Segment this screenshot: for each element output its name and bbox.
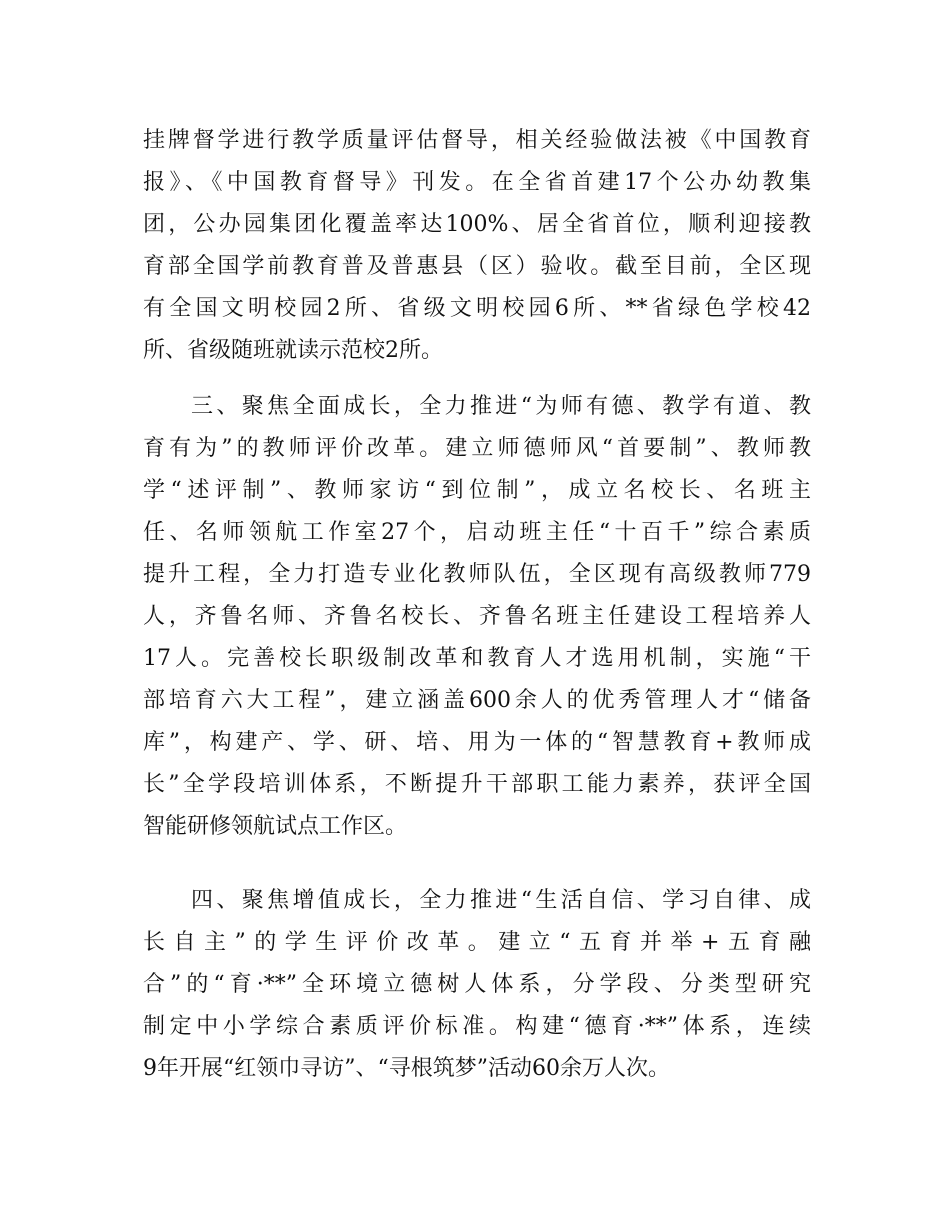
paragraph-2-line-9: 库”，构建产、学、研、培、用为一体的“智慧教育+教师成 (143, 730, 811, 755)
paragraph-2-line-3: 学“述评制”、教师家访“到位制”，成立名校长、名班主 (143, 478, 811, 503)
paragraph-3-line-3: 合”的“育·**”全环境立德树人体系，分学段、分类型研究 (143, 972, 811, 997)
paragraph-1-line-3: 团，公办园集团化覆盖率达100%、居全省首位，顺利迎接教 (143, 212, 811, 237)
paragraph-1-line-4: 育部全国学前教育普及普惠县（区）验收。截至目前，全区现 (143, 254, 811, 279)
paragraph-3-line-1: 四、聚焦增值成长，全力推进“生活自信、学习自律、成 (191, 888, 811, 913)
paragraph-2-line-4: 任、名师领航工作室27个，启动班主任“十百千”综合素质 (143, 520, 811, 545)
paragraph-2 (143, 386, 811, 848)
paragraph-2-line-6: 人，齐鲁名师、齐鲁名校长、齐鲁名班主任建设工程培养人 (143, 604, 811, 629)
paragraph-2-line-7: 17人。完善校长职级制改革和教育人才选用机制，实施“干 (143, 646, 811, 671)
paragraph-1 (143, 120, 811, 372)
paragraph-3 (143, 880, 811, 1090)
paragraph-2-line-8: 部培育六大工程”，建立涵盖600余人的优秀管理人才“储备 (143, 688, 811, 713)
paragraph-1-line-1: 挂牌督学进行教学质量评估督导，相关经验做法被《中国教育 (143, 128, 811, 153)
paragraph-2-line-1: 三、聚焦全面成长，全力推进“为师有德、教学有道、教 (191, 394, 811, 419)
paragraph-2-line-11: 智能研修领航试点工作区。 (143, 814, 408, 839)
paragraph-2-line-2: 育有为”的教师评价改革。建立师德师风“首要制”、教师教 (143, 436, 811, 461)
paragraph-2-line-5: 提升工程，全力打造专业化教师队伍，全区现有高级教师779 (143, 562, 811, 587)
paragraph-3-line-4: 制定中小学综合素质评价标准。构建“德育·**”体系，连续 (143, 1014, 811, 1039)
paragraph-3-line-2: 长自主”的学生评价改革。建立“五育并举+五育融 (143, 930, 811, 955)
paragraph-3-line-5: 9年开展“红领巾寻访”、“寻根筑梦”活动60余万人次。 (143, 1056, 670, 1081)
paragraph-1-line-2: 报》、《中国教育督导》刊发。在全省首建17个公办幼教集 (143, 170, 811, 195)
paragraph-2-line-10: 长”全学段培训体系，不断提升干部职工能力素养，获评全国 (143, 772, 811, 797)
paragraph-1-line-6: 所、省级随班就读示范校2所。 (143, 338, 443, 363)
paragraph-1-line-5: 有全国文明校园2所、省级文明校园6所、**省绿色学校42 (143, 296, 811, 321)
